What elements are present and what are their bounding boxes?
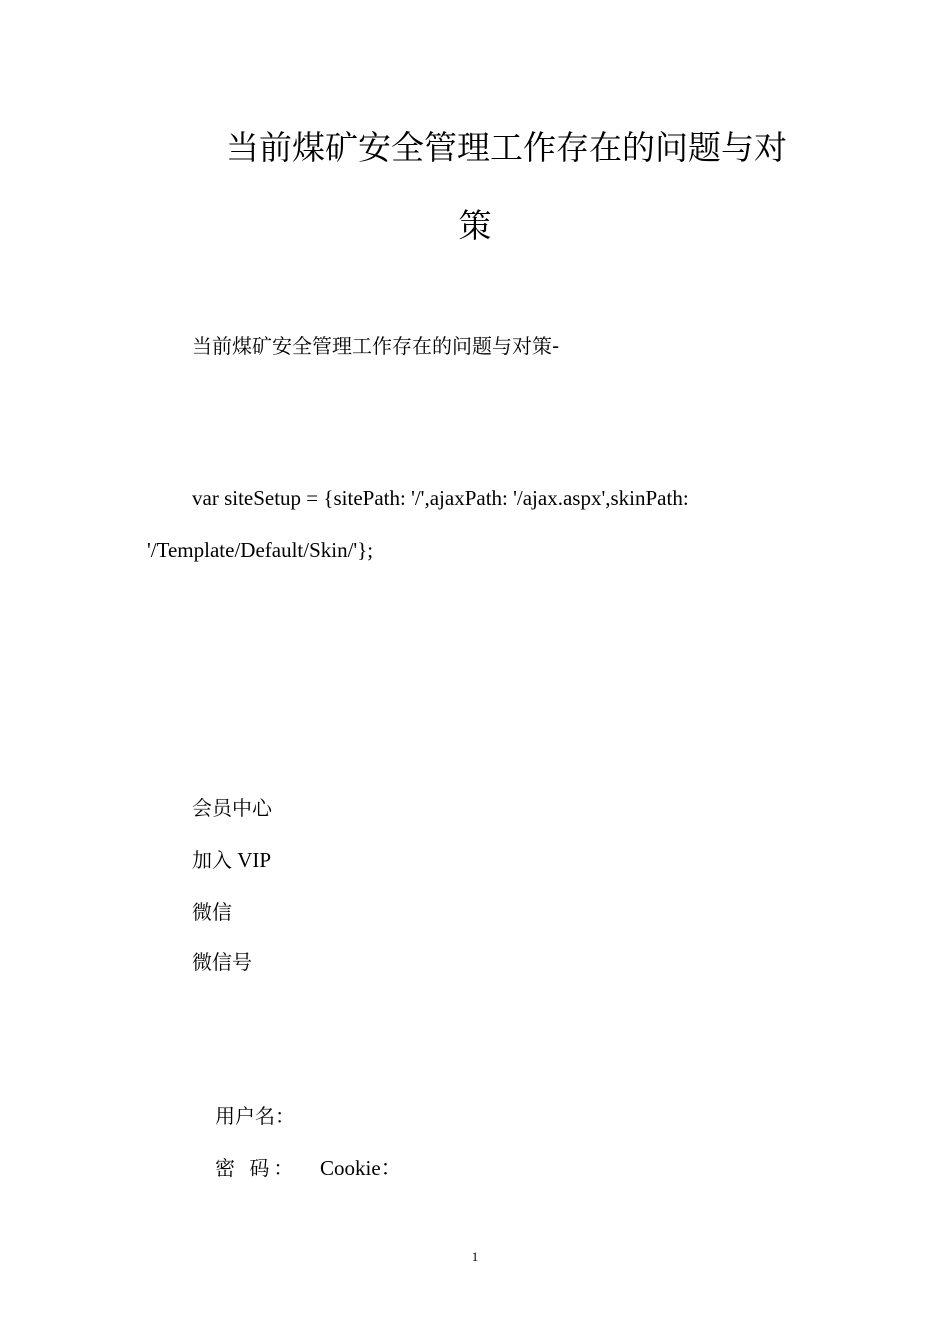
- join-vip-prefix: 加入: [192, 848, 232, 872]
- wechat-link[interactable]: 微信: [192, 900, 232, 924]
- member-center-link[interactable]: 会员中心: [192, 796, 272, 820]
- join-vip-link[interactable]: [192, 844, 271, 873]
- document-title-line-1: 当前煤矿安全管理工作存在的问题与对: [226, 128, 787, 167]
- script-text-line-1: var siteSetup = {sitePath: '/',ajaxPath: '/ajax.aspx',skinPath:: [192, 486, 689, 510]
- wechat-id-link[interactable]: 微信号: [192, 950, 252, 974]
- document-title-line-2: 策: [458, 206, 492, 245]
- script-text-line-2: '/Template/Default/Skin/'};: [147, 538, 374, 562]
- join-vip-suffix: VIP: [232, 848, 272, 872]
- password-label: 密 码：: [215, 1156, 298, 1180]
- document-subtitle: 当前煤矿安全管理工作存在的问题与对策-: [192, 334, 560, 358]
- page-number: 1: [471, 1249, 479, 1264]
- username-label: 用户名：: [215, 1104, 295, 1128]
- cookie-label: Cookie：: [320, 1156, 402, 1180]
